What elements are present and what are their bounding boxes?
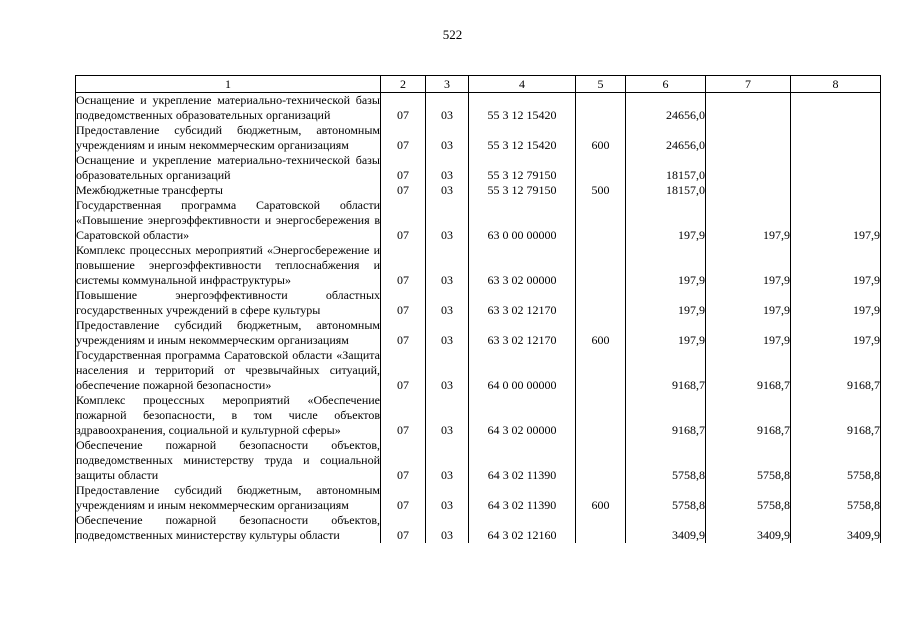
cell-amount-2: 197,9: [706, 288, 791, 318]
cell-target-article: 55 3 12 15420: [469, 93, 576, 124]
cell-amount-1: 9168,7: [626, 393, 706, 438]
cell-subsection: 03: [426, 198, 469, 243]
cell-amount-1: 5758,8: [626, 483, 706, 513]
cell-name: Предоставление субсидий бюджетным, автономным учреждениям и иным некоммерческим организациям: [76, 318, 380, 347]
cell-subsection: 03: [426, 438, 469, 483]
cell-section: 07: [381, 243, 426, 288]
table-row: [76, 288, 881, 318]
cell-section: 07: [381, 183, 426, 198]
cell-name: Государственная программа Саратовской области «Повышение энергоэффективности и энергосбережения в Саратовской области»: [76, 198, 380, 242]
column-header: 7: [706, 76, 791, 93]
cell-subsection: 03: [426, 348, 469, 393]
cell-target-article: 63 0 00 00000: [469, 198, 576, 243]
cell-amount-3: [791, 183, 881, 198]
cell-amount-3: [791, 153, 881, 183]
cell-expense-type: [576, 438, 626, 483]
cell-expense-type: [576, 513, 626, 543]
cell-amount-1: 18157,0: [626, 153, 706, 183]
cell-amount-2: [706, 123, 791, 153]
cell-name: Комплекс процессных мероприятий «Энергосбережение и повышение энергоэффективности теплоснабжения и системы коммунальной инфраструктуры»: [76, 243, 380, 287]
table-row: [76, 93, 881, 124]
cell-subsection: 03: [426, 483, 469, 513]
cell-section: 07: [381, 438, 426, 483]
column-header: 5: [576, 76, 626, 93]
table-row: [76, 183, 881, 198]
cell-amount-2: [706, 153, 791, 183]
cell-name: Обеспечение пожарной безопасности объектов, подведомственных министерству культуры области: [76, 513, 380, 542]
header-row: [76, 76, 881, 93]
cell-amount-1: 24656,0: [626, 93, 706, 124]
cell-amount-1: 9168,7: [626, 348, 706, 393]
cell-target-article: 63 3 02 00000: [469, 243, 576, 288]
cell-amount-3: 197,9: [791, 318, 881, 348]
cell-section: 07: [381, 198, 426, 243]
cell-amount-2: 5758,8: [706, 438, 791, 483]
column-header: 8: [791, 76, 881, 93]
cell-expense-type: 600: [576, 123, 626, 153]
cell-amount-3: 197,9: [791, 288, 881, 318]
cell-amount-3: 5758,8: [791, 438, 881, 483]
cell-amount-1: 197,9: [626, 198, 706, 243]
cell-amount-2: 197,9: [706, 318, 791, 348]
cell-amount-1: 24656,0: [626, 123, 706, 153]
cell-amount-3: 3409,9: [791, 513, 881, 543]
cell-amount-1: 3409,9: [626, 513, 706, 543]
cell-name: Предоставление субсидий бюджетным, автономным учреждениям и иным некоммерческим организациям: [76, 123, 380, 152]
cell-subsection: 03: [426, 123, 469, 153]
cell-target-article: 64 3 02 11390: [469, 438, 576, 483]
cell-amount-3: 9168,7: [791, 348, 881, 393]
cell-section: 07: [381, 348, 426, 393]
table-row: [76, 123, 881, 153]
cell-expense-type: [576, 198, 626, 243]
cell-subsection: 03: [426, 153, 469, 183]
cell-expense-type: [576, 393, 626, 438]
cell-expense-type: 600: [576, 483, 626, 513]
cell-name: Обеспечение пожарной безопасности объектов, подведомственных министерству труда и социальной защиты области: [76, 438, 380, 482]
budget-table-header: [76, 76, 881, 93]
cell-subsection: 03: [426, 318, 469, 348]
cell-amount-2: 9168,7: [706, 393, 791, 438]
cell-amount-3: [791, 123, 881, 153]
budget-table: [75, 75, 881, 543]
cell-name: Оснащение и укрепление материально-технической базы образовательных организаций: [76, 153, 380, 182]
cell-subsection: 03: [426, 243, 469, 288]
cell-expense-type: [576, 348, 626, 393]
table-row: [76, 438, 881, 483]
cell-amount-2: 197,9: [706, 198, 791, 243]
table-row: [76, 198, 881, 243]
cell-target-article: 64 3 02 11390: [469, 483, 576, 513]
page-number: 522: [442, 27, 463, 42]
cell-subsection: 03: [426, 93, 469, 124]
cell-amount-2: [706, 93, 791, 124]
cell-subsection: 03: [426, 288, 469, 318]
cell-target-article: 64 3 02 12160: [469, 513, 576, 543]
cell-amount-3: 197,9: [791, 243, 881, 288]
cell-amount-2: 3409,9: [706, 513, 791, 543]
cell-name: Оснащение и укрепление материально-технической базы подведомственных образовательных организаций: [76, 93, 380, 122]
table-row: [76, 153, 881, 183]
table-row: [76, 318, 881, 348]
cell-amount-1: 197,9: [626, 288, 706, 318]
cell-amount-1: 18157,0: [626, 183, 706, 198]
cell-expense-type: 600: [576, 318, 626, 348]
table-row: [76, 393, 881, 438]
cell-amount-3: 9168,7: [791, 393, 881, 438]
cell-amount-1: 197,9: [626, 318, 706, 348]
cell-section: 07: [381, 318, 426, 348]
table-row: [76, 513, 881, 543]
cell-section: 07: [381, 123, 426, 153]
cell-expense-type: [576, 243, 626, 288]
cell-name: Предоставление субсидий бюджетным, автономным учреждениям и иным некоммерческим организациям: [76, 483, 380, 512]
cell-expense-type: [576, 93, 626, 124]
cell-name: Комплекс процессных мероприятий «Обеспечение пожарной безопасности, в том числе объектов здравоохранения, социальной и культурной сферы»: [76, 393, 380, 437]
cell-amount-1: 197,9: [626, 243, 706, 288]
cell-name: Межбюджетные трансферты: [76, 183, 381, 198]
cell-target-article: 55 3 12 79150: [469, 153, 576, 183]
cell-amount-2: [706, 183, 791, 198]
cell-target-article: 64 0 00 00000: [469, 348, 576, 393]
table-row: [76, 348, 881, 393]
cell-amount-3: 197,9: [791, 198, 881, 243]
cell-section: 07: [381, 393, 426, 438]
column-header: 1: [76, 76, 381, 93]
cell-section: 07: [381, 288, 426, 318]
cell-target-article: 63 3 02 12170: [469, 288, 576, 318]
cell-subsection: 03: [426, 393, 469, 438]
cell-name: Повышение энергоэффективности областных государственных учреждений в сфере культуры: [76, 288, 380, 317]
column-header: 3: [426, 76, 469, 93]
cell-amount-3: 5758,8: [791, 483, 881, 513]
cell-section: 07: [381, 153, 426, 183]
cell-subsection: 03: [426, 513, 469, 543]
cell-target-article: 64 3 02 00000: [469, 393, 576, 438]
cell-name: Государственная программа Саратовской области «Защита населения и территорий от чрезвычайных ситуаций, обеспечение пожарной безопасности»: [76, 348, 380, 392]
cell-expense-type: [576, 288, 626, 318]
cell-amount-2: 9168,7: [706, 348, 791, 393]
cell-amount-3: [791, 93, 881, 124]
cell-section: 07: [381, 483, 426, 513]
cell-amount-2: 197,9: [706, 243, 791, 288]
cell-expense-type: [576, 153, 626, 183]
cell-target-article: 63 3 02 12170: [469, 318, 576, 348]
column-header: 6: [626, 76, 706, 93]
cell-amount-2: 5758,8: [706, 483, 791, 513]
column-header: 2: [381, 76, 426, 93]
column-header: 4: [469, 76, 576, 93]
budget-table-body: [76, 93, 881, 544]
cell-subsection: 03: [426, 183, 469, 198]
cell-amount-1: 5758,8: [626, 438, 706, 483]
table-row: [76, 243, 881, 288]
cell-section: 07: [381, 513, 426, 543]
table-row: [76, 483, 881, 513]
cell-target-article: 55 3 12 79150: [469, 183, 576, 198]
cell-expense-type: 500: [576, 183, 626, 198]
cell-target-article: 55 3 12 15420: [469, 123, 576, 153]
cell-section: 07: [381, 93, 426, 124]
